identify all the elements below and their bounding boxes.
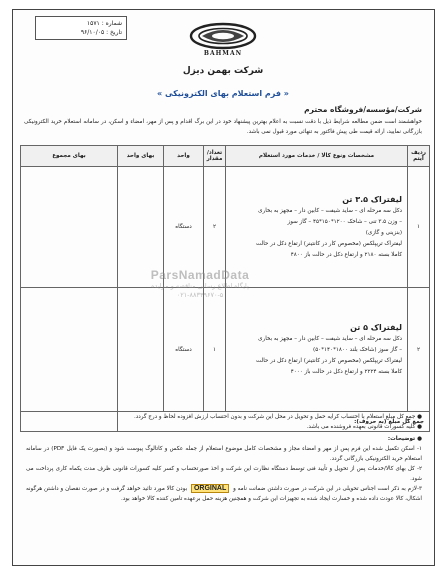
item-desc-line: – گاز سوز (شاخک بلند ۱۸۰۰*۱۴۰*۵۰) bbox=[313, 346, 402, 353]
header-row-no: ردیف آیتم bbox=[408, 146, 430, 167]
date-label: تاریخ : bbox=[106, 29, 122, 36]
date-line bbox=[40, 28, 122, 37]
date-value: ۹۶/۱۰/۰۵ bbox=[80, 29, 105, 36]
note-item3-before: ۳-لازم به ذکر است اجناس تحویلی در این شرکت در صورت داشتن ضمانت نامه و bbox=[233, 486, 422, 492]
inquiry-form-page bbox=[12, 9, 435, 566]
note-item: ۲- کل بهای کالا/خدمات پس از تحویل و تأیید فنی توسط دستگاه نظارت این شرکت و اخذ صورتحساب و کسر کلیه کسورات قانونی ظرف مدت یکماه کاری پرداخت می شود. bbox=[26, 466, 422, 482]
item-desc-line: لیفتراک تریپلکس (مخصوص کار در کانتینر) ارتفاع دکل در حالت bbox=[256, 240, 402, 247]
intro-text: خواهشمند است ضمن مطالعه شرایط ذیل با دقت نسبت به اعلام بهترین پیشنهاد خود در این برگ اقدام و پس از مهر، امضاء و اسکن، در سامانه استعلام خرید الکترونیکی بازرگانی نمایید، ارائه قیمت طی پیش فاکتور به تنهائی مورد قبول نمی باشد. bbox=[24, 119, 422, 135]
row-number: ۱ bbox=[408, 167, 430, 288]
logo-wordmark: BAHMAN bbox=[203, 50, 243, 57]
item-unit: دستگاه bbox=[164, 167, 204, 288]
bahman-emblem-icon bbox=[188, 22, 258, 50]
header-unit-price: بهای واحد bbox=[118, 146, 164, 167]
unit-price-cell[interactable] bbox=[118, 288, 164, 412]
note-item: ۱- اسکن تکمیل شده این فرم پس از مهر و امضاء مجاز و مشخصات کامل موضوع استعلام از جمله عکس و کاتالوگ پیوست شود و (بصورت یک فایل PDF) در سامانه استعلام خرید الکترونیکی بازرگانی گردد. bbox=[26, 446, 422, 462]
note-item-3 bbox=[26, 484, 422, 504]
item-quantity: ۱ bbox=[204, 288, 226, 412]
number-value: ۱۵۷۱ bbox=[86, 20, 100, 27]
original-highlight: ORGINAL bbox=[191, 484, 229, 493]
row-number: ۲ bbox=[408, 288, 430, 412]
item-title: لیفتراک ۳.۵ تن bbox=[342, 194, 402, 204]
watermark-line1: پایگاه اطلاع رسانی مناقصه و مزایده bbox=[151, 282, 249, 290]
header-description: مشخصات ونوع کالا / خدمات مورد استعلام bbox=[226, 146, 408, 167]
total-price-cell[interactable] bbox=[21, 288, 118, 412]
watermark bbox=[125, 268, 275, 300]
table-row bbox=[21, 288, 430, 412]
item-desc-line: دکل سه مرحله ای – ساید شیفت – کابین دار – مجهز به بخاری bbox=[258, 207, 402, 214]
watermark-line2: ۰۲۱-۸۸۳۴۹۶۷۰-۵ bbox=[176, 291, 224, 299]
header-total-price: بهای مجموع bbox=[21, 146, 118, 167]
item-desc-line: کاملا بسته ۲۱۸۰ و ارتفاع دکل در حالت باز ۴۸۰۰ bbox=[290, 251, 402, 258]
item-desc-line: دکل سه مرحله ای – ساید شیفت – کابین دار – مجهز به بخاری bbox=[258, 335, 402, 342]
note-bullet: ● کلیه کسورات قانونی بعهده فروشنده می باشد. bbox=[306, 424, 422, 430]
item-description bbox=[226, 288, 408, 412]
salutation: شرکت/مؤسسه/فروشگاه محترم bbox=[304, 105, 422, 114]
item-title: لیفتراک ۵ تن bbox=[350, 322, 402, 332]
company-name: شرکت بهمن دیزل bbox=[182, 66, 264, 76]
number-date-box bbox=[35, 16, 127, 40]
header-unit: واحد bbox=[164, 146, 204, 167]
notes-section bbox=[26, 412, 422, 504]
note-bullet-text: جمع کل مبلغ استعلام با احتساب کرایه حمل و تحویل در محل این شرکت و بدون احتساب ارزش افزوده لحاظ و درج گردد. bbox=[134, 414, 416, 420]
total-price-cell[interactable] bbox=[21, 167, 118, 288]
number-line bbox=[40, 19, 122, 28]
item-desc-line: لیفتراک تریپلکس (مخصوص کار در کانتینر) ارتفاع دکل در حالت bbox=[256, 357, 402, 364]
note-bullet-text: کلیه کسورات قانونی بعهده فروشنده می باشد. bbox=[306, 424, 416, 430]
item-desc-line: (بنزینی و گازی) bbox=[365, 229, 402, 236]
item-unit: دستگاه bbox=[164, 288, 204, 412]
note-item3-after: بودن کالا مورد تائید خواهد گرفت و در صورت نقصان و داشتن هرگونه اشکال، کالا عودت داده شده و خسارت ایجاد شده به تجهیزات این شرکت و همچنین هزینه حمل برعهده تامین کننده کالا خواهد بود. bbox=[26, 486, 422, 502]
number-label: شماره : bbox=[101, 20, 122, 27]
item-desc-line: – وزن ۳.۵ تنی – شاخک ۱۲۰۰*۱۵۰*۴۵ – گاز سوز bbox=[287, 218, 402, 225]
notes-heading-text: توضیحات: bbox=[387, 436, 416, 442]
item-quantity: ۲ bbox=[204, 167, 226, 288]
form-title: « فرم استعلام بهای الکترونیکی » bbox=[157, 89, 289, 98]
notes-heading: ● توضیحات: bbox=[387, 436, 422, 442]
item-desc-line: کاملا بسته ۲۲۲۴ و ارتفاع دکل در حالت باز ۴۰۰۰ bbox=[290, 368, 402, 375]
sum-label: جمع کل مبلغ (به حروف): bbox=[118, 412, 430, 432]
company-logo bbox=[183, 22, 263, 57]
watermark-brand: ParsNamadData bbox=[150, 268, 250, 282]
header-quantity: تعداد/مقدار bbox=[204, 146, 226, 167]
table-header-row bbox=[21, 146, 430, 167]
note-bullet: ● جمع کل مبلغ استعلام با احتساب کرایه حمل و تحویل در محل این شرکت و بدون احتساب ارزش افزوده لحاظ و درج گردد. bbox=[134, 414, 422, 420]
